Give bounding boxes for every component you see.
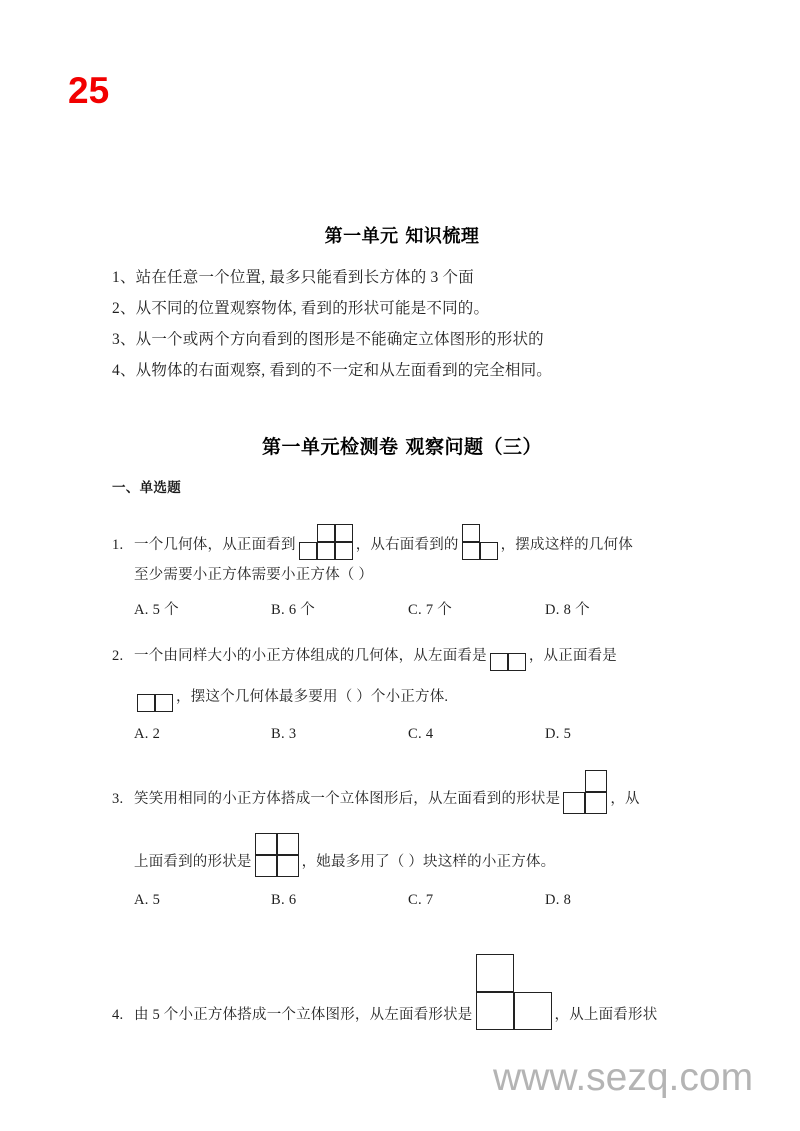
figure-q3-left-view bbox=[563, 770, 607, 814]
knowledge-line: 1、站在任意一个位置, 最多只能看到长方体的 3 个面 bbox=[112, 269, 474, 286]
question-2-text-a: 一个由同样大小的小正方体组成的几何体，从左面看是 bbox=[134, 648, 487, 664]
figure-cell bbox=[335, 542, 353, 560]
figure-cell bbox=[335, 524, 353, 542]
figure-cell bbox=[585, 770, 607, 792]
figure-q1-right-view bbox=[462, 524, 498, 560]
option-b[interactable]: B. 6 个 bbox=[271, 602, 316, 618]
figure-cell bbox=[476, 954, 514, 992]
figure-cell bbox=[255, 833, 277, 855]
figure-cell bbox=[277, 833, 299, 855]
question-1-text-b: ，从右面看到的 bbox=[355, 537, 459, 553]
question-1-number: 1. bbox=[112, 537, 124, 553]
question-3-text-b: ，从 bbox=[610, 791, 640, 807]
figure-q2-left-view bbox=[490, 653, 526, 671]
question-4-number: 4. bbox=[112, 1007, 124, 1023]
question-1 bbox=[112, 524, 692, 624]
figure-cell bbox=[277, 855, 299, 877]
figure-q2-front-view bbox=[137, 694, 173, 712]
knowledge-line: 3、从一个或两个方向看到的图形是不能确定立体图形的形状的 bbox=[112, 331, 544, 348]
option-b[interactable]: B. 6 bbox=[271, 892, 297, 908]
question-2-line-1 bbox=[112, 641, 692, 671]
figure-cell bbox=[476, 992, 514, 1030]
figure-cell bbox=[508, 653, 526, 671]
question-3-line-1 bbox=[112, 770, 692, 814]
figure-cell bbox=[299, 542, 317, 560]
question-1-text-a: 一个几何体，从正面看到 bbox=[134, 537, 296, 553]
figure-cell bbox=[490, 653, 508, 671]
figure-cell bbox=[317, 524, 335, 542]
document-sheet bbox=[112, 0, 692, 1030]
question-4-line-1 bbox=[112, 954, 692, 1030]
question-3-text-d: ，她最多用了（ ）块这样的小正方体。 bbox=[301, 854, 556, 870]
option-c[interactable]: C. 7 bbox=[408, 892, 434, 908]
figure-cell bbox=[563, 792, 585, 814]
figure-cell bbox=[317, 542, 335, 560]
option-d[interactable]: D. 5 bbox=[545, 726, 572, 742]
question-2 bbox=[112, 641, 692, 748]
question-1-text-d: 至少需要小正方体需要小正方体（ ） bbox=[134, 567, 374, 583]
figure-cell bbox=[585, 792, 607, 814]
knowledge-section-title: 第一单元 知识梳理 bbox=[324, 226, 480, 247]
question-2-number: 2. bbox=[112, 648, 124, 664]
question-2-text-c: ，摆这个几何体最多要用（ ）个小正方体. bbox=[176, 689, 449, 705]
question-1-line-2 bbox=[112, 560, 692, 590]
knowledge-line: 4、从物体的右面观察, 看到的不一定和从左面看到的完全相同。 bbox=[112, 362, 553, 379]
option-c[interactable]: C. 7 个 bbox=[408, 602, 453, 618]
figure-cell bbox=[155, 694, 173, 712]
question-3-line-2 bbox=[112, 833, 692, 877]
question-1-options bbox=[112, 596, 692, 624]
option-a[interactable]: A. 2 bbox=[134, 726, 161, 742]
question-3-options bbox=[112, 886, 692, 914]
knowledge-line: 2、从不同的位置观察物体, 看到的形状可能是不同的。 bbox=[112, 300, 490, 317]
option-d[interactable]: D. 8 个 bbox=[545, 602, 590, 618]
question-3-text-c: 上面看到的形状是 bbox=[134, 854, 252, 870]
figure-cell bbox=[514, 992, 552, 1030]
question-4-text-b: ，从上面看形状 bbox=[554, 1007, 658, 1023]
question-2-options bbox=[112, 720, 692, 748]
question-2-text-b: ，从正面看是 bbox=[528, 648, 618, 664]
question-4 bbox=[112, 954, 692, 1030]
figure-cell bbox=[137, 694, 155, 712]
option-c[interactable]: C. 4 bbox=[408, 726, 434, 742]
site-watermark: www.sezq.com bbox=[493, 1056, 754, 1099]
page-number: 25 bbox=[68, 70, 110, 111]
knowledge-list bbox=[112, 262, 692, 386]
option-b[interactable]: B. 3 bbox=[271, 726, 297, 742]
figure-q4-left-view bbox=[476, 954, 552, 1030]
option-a[interactable]: A. 5 bbox=[134, 892, 161, 908]
part-label: 一、单选题 bbox=[112, 480, 181, 496]
question-3-text-a: 笑笑用相同的小正方体搭成一个立体图形后，从左面看到的形状是 bbox=[134, 791, 561, 807]
question-1-text-c: ，摆成这样的几何体 bbox=[500, 537, 633, 553]
figure-cell bbox=[255, 855, 277, 877]
question-1-line-1 bbox=[112, 524, 692, 560]
question-3-number: 3. bbox=[112, 791, 124, 807]
figure-cell bbox=[480, 542, 498, 560]
question-2-line-2 bbox=[112, 682, 692, 712]
figure-q1-front-view bbox=[299, 524, 353, 560]
question-3 bbox=[112, 770, 692, 914]
option-a[interactable]: A. 5 个 bbox=[134, 602, 179, 618]
paper-title: 第一单元检测卷 观察问题（三） bbox=[261, 436, 543, 458]
question-4-text-a: 由 5 个小正方体搭成一个立体图形，从左面看形状是 bbox=[134, 1007, 473, 1023]
figure-cell bbox=[462, 542, 480, 560]
option-d[interactable]: D. 8 bbox=[545, 892, 572, 908]
figure-cell bbox=[462, 524, 480, 542]
figure-q3-top-view bbox=[255, 833, 299, 877]
